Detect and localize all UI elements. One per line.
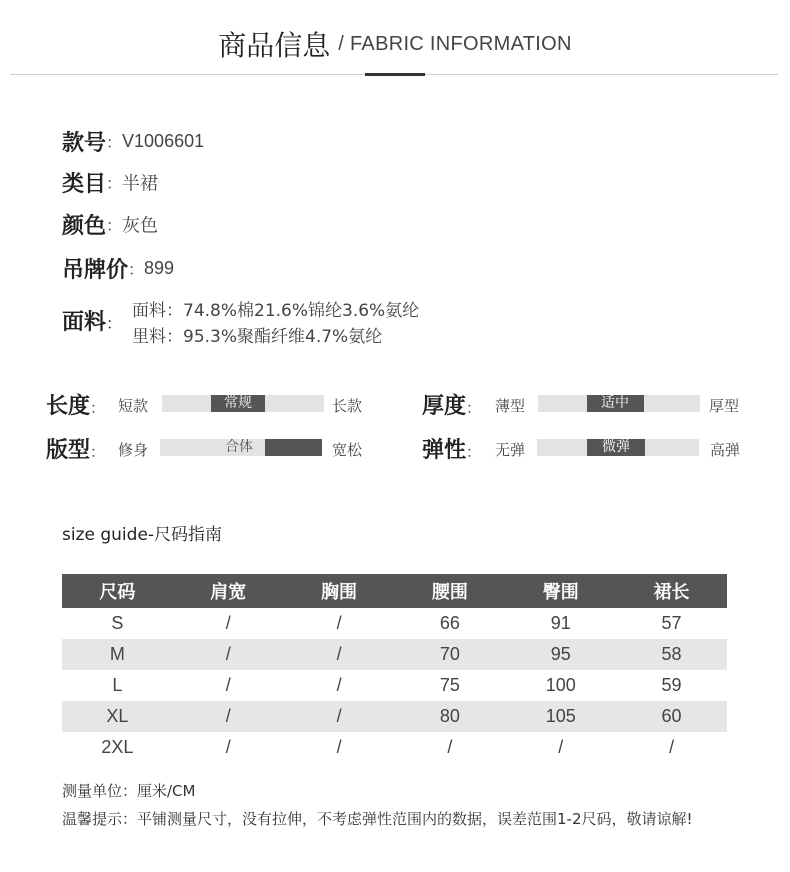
size-table [62,574,727,763]
scale-min-label: 短款 [118,397,149,415]
title-english: / FABRIC INFORMATION [338,32,572,55]
info-style-number: 款号：V1006601 [62,131,205,156]
scale-selected-segment [265,439,322,456]
scale-max-label: 厚型 [709,397,740,415]
scale-min-label: 无弹 [495,441,526,459]
scale-min-label: 修身 [118,441,149,459]
table-row: M / / 70 95 58 [62,639,727,670]
info-label: 颜色 [62,214,107,239]
scale-min-label: 薄型 [495,397,526,415]
table-row: XL / / 80 105 60 [62,701,727,732]
info-label: 款号 [62,131,107,156]
scale-bar [537,439,699,456]
warm-tip-note: 温馨提示：平铺测量尺寸，没有拉伸，不考虑弹性范围内的数据，误差范围1-2尺码，敬请谅解! [62,810,693,828]
scale-fit: 版型： 修身 合体 宽松 [46,438,363,463]
scale-option-label: 合体 [225,439,253,455]
scale-bar [538,395,700,412]
scale-bar [162,395,324,412]
info-value: 半裙 [122,173,159,194]
title-chinese: 商品信息 [218,29,331,62]
scale-bar [160,439,322,456]
scale-max-label: 长款 [332,397,363,415]
table-header-row [62,574,727,608]
size-guide-title: size guide-尺码指南 [62,525,223,545]
header-size: 尺码 [62,574,173,608]
info-color: 颜色：灰色 [62,214,159,239]
scale-max-label: 高弹 [710,441,741,459]
table-row: 2XL / / / / / [101,737,675,757]
measurement-unit-note: 测量单位：厘米/CM [62,782,196,800]
scale-elasticity: 弹性： 无弹 微弹 高弹 [422,438,741,463]
header-waist: 腰围 [394,574,505,608]
fabric-composition [132,298,419,350]
header-accent-bar [365,73,425,76]
scale-max-label: 宽松 [332,441,363,459]
table-row: S / / 66 91 57 [111,613,682,633]
info-category: 类目：半裙 [62,172,159,197]
fabric-lining-line: 里料：95.3%聚酯纤维4.7%氨纶 [132,327,383,347]
fabric-label: 面料： [62,310,123,335]
scale-selected-label: 适中 [601,395,629,411]
info-value: V1006601 [122,131,205,151]
page-title [0,24,790,64]
table-row: L / / 75 100 59 [112,675,682,695]
scale-length: 长度： 短款 常规 长款 [46,394,363,419]
fabric-outer-line: 面料：74.8%棉21.6%锦纶3.6%氨纶 [132,301,420,321]
scale-thickness: 厚度： 薄型 适中 厚型 [422,394,740,419]
header-skirt-length: 裙长 [616,574,727,608]
info-label: 吊牌价 [62,258,129,283]
scale-selected-label: 常规 [224,395,252,411]
header-shoulder: 肩宽 [173,574,284,608]
info-tag-price: 吊牌价：899 [62,258,175,283]
info-label: 类目 [62,172,107,197]
header-hip: 臀围 [505,574,616,608]
info-value: 899 [144,258,175,278]
scale-selected-label: 微弹 [602,439,630,455]
info-value: 灰色 [122,215,159,236]
header-bust: 胸围 [284,574,395,608]
